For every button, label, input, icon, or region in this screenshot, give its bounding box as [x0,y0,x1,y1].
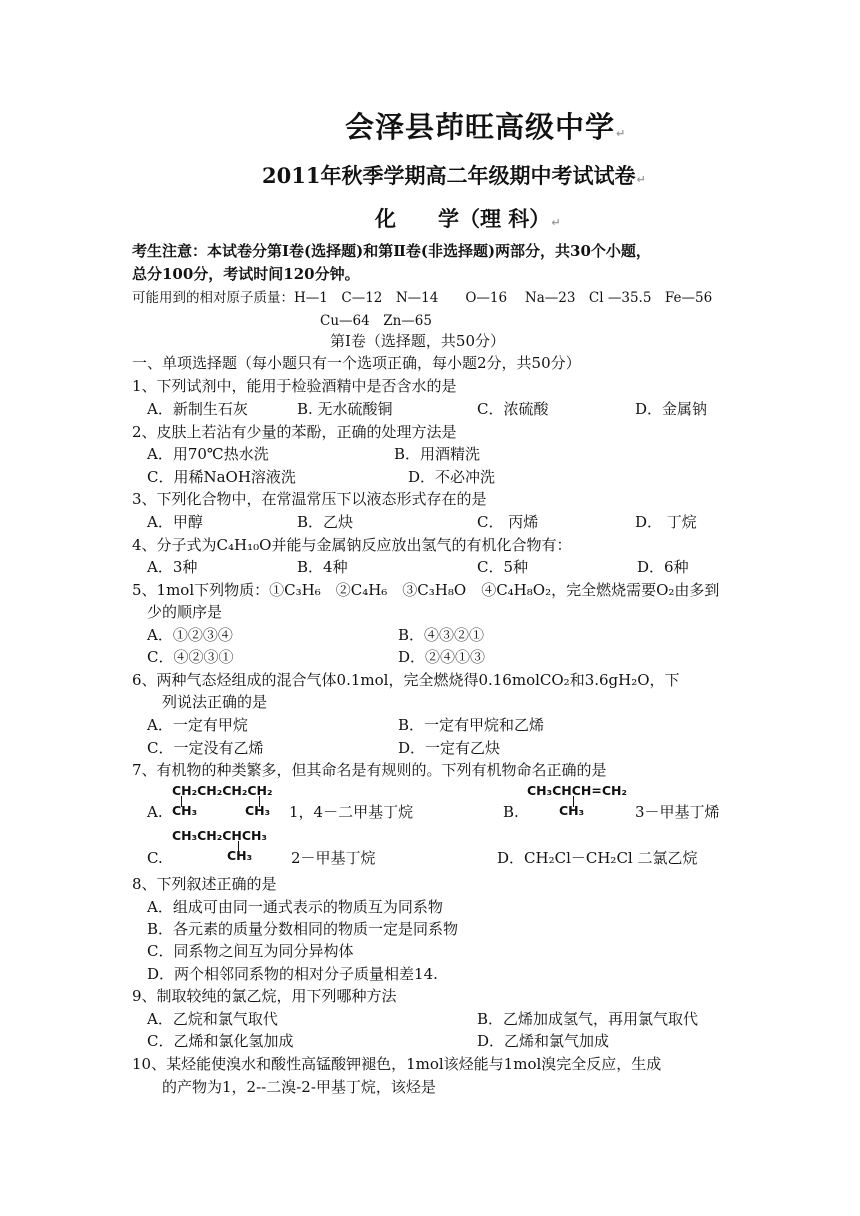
q7c-structure-main-chain: CH₃CH₂CHCH₃ [172,828,267,843]
q9-option-b: B．乙烯加成氢气，再用氯气取代 [477,1010,699,1028]
q7-option-b-label: B. [503,803,519,821]
q1-option-c: C．浓硫酸 [477,400,549,418]
question-8: 8、下列叙述正确的是 [132,875,277,893]
q4-option-d: D．6种 [637,558,689,576]
question-6-line-1: 6、两种气态烃组成的混合气体0.1mol，完全燃烧得0.16molCO₂和3.6gH₂O，下 [132,671,680,689]
q7a-structure-left-methyl: CH₃ [172,803,198,818]
q5-option-b: B．④③②① [398,626,485,644]
q7-option-c-label: C. [147,849,163,867]
q4-option-a: A．3种 [147,558,198,576]
q5-option-c: C．④②③① [147,648,234,666]
q2-option-a: A．用70℃热水洗 [147,445,269,463]
question-5-line-2: 少的顺序是 [147,603,223,621]
q6-option-c: C．一定没有乙烯 [147,739,264,757]
q7-option-b-name: 3－甲基丁烯 [635,803,720,821]
volume-title: 第Ⅰ卷（选择题，共50分） [330,332,506,350]
q6-option-d: D．一定有乙炔 [398,739,501,757]
question-9: 9、制取较纯的氯乙烷，用下列哪种方法 [132,987,397,1005]
notice-line-1: 考生注意：本试卷分第Ⅰ卷(选择题)和第Ⅱ卷(非选择题)两部分，共30个小题， [132,242,651,260]
question-5-line-1: 5、1mol下列物质：①C₃H₆ ②C₄H₆ ③C₃H₈O ④C₄H₈O₂，完全燃烧需要O₂由多到 [132,581,720,599]
q6-option-b: B．一定有甲烷和乙烯 [398,716,545,734]
question-6-line-2: 列说法正确的是 [162,693,268,711]
question-4: 4、分子式为C₄H₁₀O并能与金属钠反应放出氢气的有机化合物有： [132,536,572,554]
q8-option-b: B．各元素的质量分数相同的物质一定是同系物 [147,920,459,938]
q2-option-b: B．用酒精洗 [394,445,481,463]
q7-option-a-label: A. [147,803,163,821]
q4-option-b: B．4种 [297,558,348,576]
exam-title: 2011年秋季学期高二年级期中考试试卷↵ [262,163,646,188]
q6-option-a: A．一定有甲烷 [147,716,248,734]
q8-option-d: D．两个相邻同系物的相对分子质量相差14. [147,965,438,983]
q7-option-c-name: 2－甲基丁烷 [291,849,376,867]
q7c-structure-methyl: CH₃ [227,848,253,863]
q3-option-b: B．乙炔 [297,513,354,531]
q7a-structure-main-chain: CH₂CH₂CH₂CH₂ [172,783,273,798]
q1-option-b: B. 无水硫酸铜 [297,400,393,418]
q3-option-a: A．甲醇 [147,513,203,531]
q2-option-c: C．用稀NaOH溶液洗 [147,468,296,486]
q4-option-c: C．5种 [477,558,529,576]
question-7: 7、有机物的种类繁多，但其命名是有规则的。下列有机物命名正确的是 [132,761,607,779]
q1-option-d: D．金属钠 [635,400,708,418]
subject-title: 化 学（理 科）↵ [375,206,561,231]
q9-option-c: C．乙烯和氯化氢加成 [147,1032,294,1050]
notice-line-2: 总分100分，考试时间120分钟。 [132,265,360,283]
q2-option-d: D．不必冲洗 [408,468,496,486]
q3-option-c: C． 丙烯 [477,513,539,531]
q9-option-a: A．乙烷和氯气取代 [147,1010,278,1028]
part-title: 一、单项选择题（每小题只有一个选项正确，每小题2分，共50分） [132,354,581,372]
q9-option-d: D．乙烯和氯气加成 [477,1032,610,1050]
q5-option-d: D．②④①③ [398,648,486,666]
q8-option-c: C．同系物之间互为同分异构体 [147,942,354,960]
q5-option-a: A．①②③④ [147,626,233,644]
q7b-structure-methyl: CH₃ [559,803,585,818]
q7b-structure-main-chain: CH₃CHCH=CH₂ [527,783,627,798]
q7a-structure-right-methyl: CH₃ [245,803,271,818]
school-name: 会泽县茚旺高级中学↵ [345,110,627,144]
atomic-masses-line-2: Cu—64 Zn—65 [320,313,432,329]
q1-option-a: A．新制生石灰 [147,400,248,418]
atomic-masses-line-1: 可能用到的相对原子质量：H—1 C—12 N—14 O—16 Na—23 Cl —35.5 Fe—56 [132,290,713,306]
question-2: 2、皮肤上若沾有少量的苯酚，正确的处理方法是 [132,423,457,441]
q7-option-d: D．CH₂Cl－CH₂Cl 二氯乙烷 [497,849,698,867]
q7-option-a-name: 1，4－二甲基丁烷 [289,803,414,821]
q8-option-a: A．组成可由同一通式表示的物质互为同系物 [147,898,443,916]
question-10-line-1: 10、某烃能使溴水和酸性高锰酸钾褪色，1mol该烃能与1mol溴完全反应，生成 [132,1055,662,1073]
question-10-line-2: 的产物为1，2--二溴-2-甲基丁烷，该烃是 [162,1078,436,1096]
q3-option-d: D． 丁烷 [635,513,697,531]
question-3: 3、下列化合物中，在常温常压下以液态形式存在的是 [132,490,487,508]
question-1: 1、下列试剂中，能用于检验酒精中是否含水的是 [132,377,457,395]
